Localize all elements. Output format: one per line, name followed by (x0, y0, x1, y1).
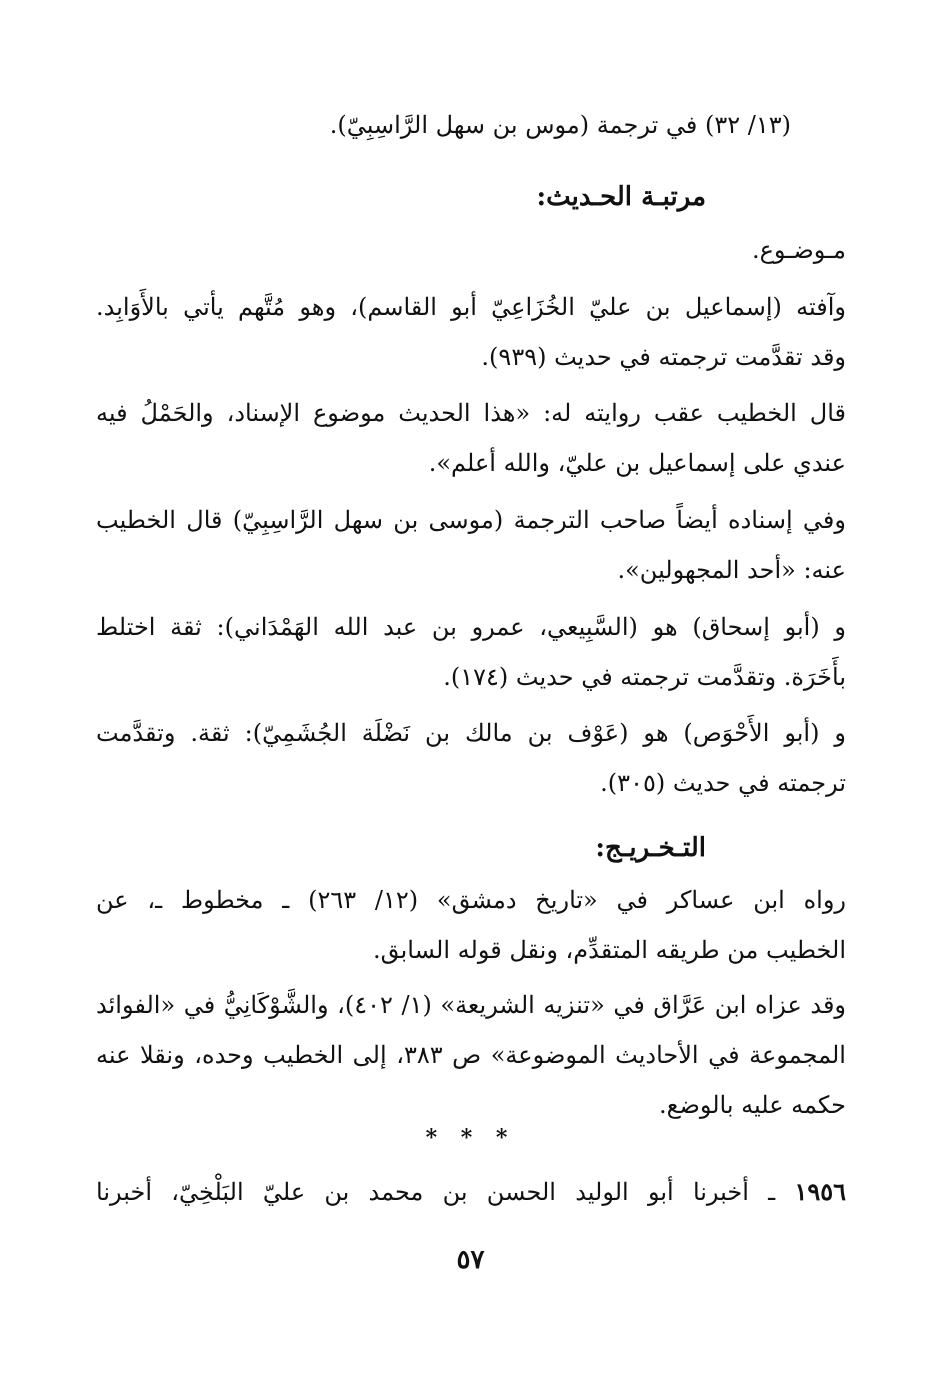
separator-stars-text: * * * (425, 1125, 516, 1151)
paragraph-2-line-1: قال الخطيب عقب روايته له: «هذا الحديث موضوع الإسناد، والحَمْلُ فيه (96, 399, 846, 427)
section-heading-takhrij-text: التـخـريـج: (595, 833, 706, 863)
rank-verdict-text: مـوضـوع. (751, 236, 846, 264)
paragraph-6-line-2: الخطيب من طريقه المتقدِّم، ونقل قوله السابق. (372, 936, 846, 964)
section-heading-rank-text: مرتبـة الحـديث: (536, 182, 706, 212)
separator-stars (0, 1125, 941, 1151)
paragraph-7-line-2: المجموعة في الأحاديث الموضوعة» ص ٣٨٣، إلى الخطيب وحده، ونقلا عنه (96, 1041, 846, 1069)
paragraph-2 (96, 388, 846, 488)
paragraph-2-line-2: عندي على إسماعيل بن عليّ، والله أعلم». (428, 449, 846, 477)
paragraph-5-line-1: و (أبو الأَحْوَص) هو (عَوْف بن مالك بن نَضْلَة الجُشَمِيّ): ثقة. وتقدَّمت (96, 719, 847, 747)
paragraph-6-line-1: رواه ابن عساكر في «تاريخ دمشق» (١٢/ ٢٦٣) ـ مخطوط ـ، عن (96, 886, 847, 914)
section-heading-rank (536, 177, 706, 217)
paragraph-1-line-2: وقد تقدَّمت ترجمته في حديث (٩٣٩). (481, 343, 846, 371)
paragraph-5 (96, 708, 846, 808)
top-line (111, 100, 791, 150)
next-hadith (96, 1167, 846, 1217)
paragraph-1-line-1: وآفته (إسماعيل بن عليّ الخُزَاعِيّ أبو القاسم)، وهو مُتَّهم يأتي بالأَوَابِد. (96, 293, 846, 321)
page-number (0, 1245, 941, 1275)
paragraph-7-line-1: وقد عزاه ابن عَرَّاق في «تنزيه الشريعة» (١/ ٤٠٢)، والشَّوْكَانِيُّ في «الفوائد (96, 991, 847, 1019)
paragraph-7-line-3: حكمه عليه بالوضع. (659, 1091, 846, 1119)
paragraph-4-line-2: بأَخَرَة. وتقدَّمت ترجمته في حديث (١٧٤). (443, 663, 846, 691)
paragraph-4-line-1: و (أبو إسحاق) هو (السَّبِيعي، عمرو بن عبد الله الهَمْدَاني): ثقة اختلط (96, 613, 846, 641)
paragraph-1 (96, 282, 846, 382)
paragraph-6 (96, 875, 846, 975)
paragraph-3 (96, 495, 846, 595)
paragraph-3-line-2: عنه: «أحد المجهولين». (617, 556, 846, 584)
page-number-text: ٥٧ (456, 1245, 485, 1275)
paragraph-7 (96, 980, 846, 1130)
next-hadith-text: ـ أخبرنا أبو الوليد الحسن بن محمد بن عليّ البَلْخِيّ، أخبرنا (96, 1178, 776, 1206)
rank-verdict (546, 225, 846, 275)
paragraph-5-line-2: ترجمته في حديث (٣٠٥). (600, 769, 846, 797)
section-heading-takhrij (595, 828, 706, 868)
paragraph-3-line-1: وفي إسناده أيضاً صاحب الترجمة (موسى بن سهل الرَّاسِبِيّ) قال الخطيب (96, 506, 846, 534)
hadith-number: ١٩٥٦ (794, 1177, 847, 1206)
paragraph-4 (96, 602, 846, 702)
next-hadith-line (96, 1167, 846, 1217)
top-line-text: (١٣/ ٣٢) في ترجمة (موس بن سهل الرَّاسِبِيّ). (329, 111, 791, 139)
